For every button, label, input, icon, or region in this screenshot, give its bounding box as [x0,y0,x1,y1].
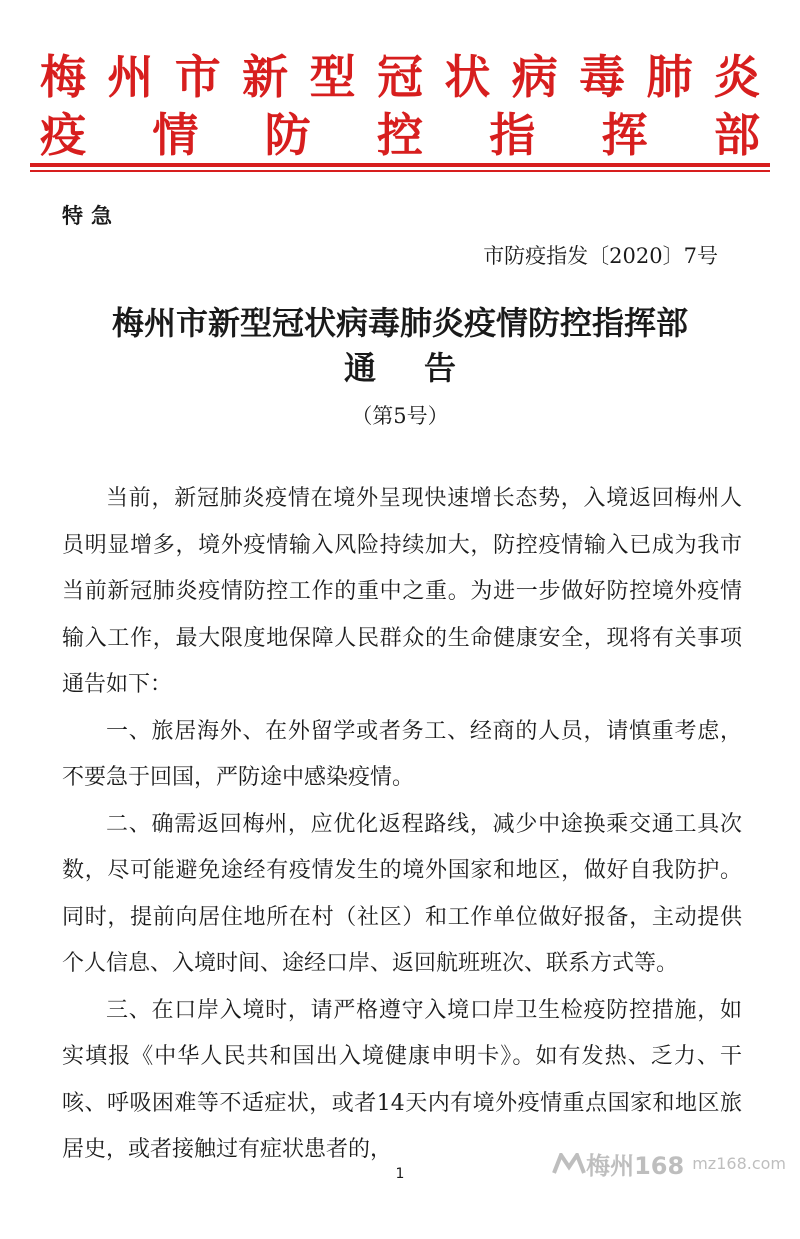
header-char: 控 [376,108,423,162]
paragraph-item-1: 一、旅居海外、在外留学或者务工、经商的人员，请慎重考虑，不要急于回国，严防途中感染疫情。 [62,718,742,790]
header-red-rule-thin [30,170,770,172]
header-title-line-1 [40,50,760,104]
header-char: 挥 [601,108,648,162]
page-number: 1 [395,1166,405,1182]
document-number: 市防疫指发〔2020〕7号 [483,244,718,268]
header-char: 梅 [40,50,86,104]
header-char: 毒 [579,50,626,104]
header-char: 病 [511,50,558,104]
document-title: 梅州市新型冠状病毒肺炎疫情防控指挥部 [111,304,688,342]
header-char: 情 [152,108,199,162]
header-char: 状 [444,50,491,104]
header-title-line-2 [40,108,760,162]
watermark-logo-icon [552,1153,586,1175]
header-char: 部 [713,108,760,162]
watermark-domain: mz168.com [692,1154,786,1173]
notice-body [62,476,742,1174]
header-char: 防 [264,108,311,162]
site-watermark [552,1146,786,1181]
header-char: 疫 [40,108,86,162]
header-char: 冠 [376,50,423,104]
header-char: 型 [309,50,356,104]
paragraph-intro: 当前，新冠肺炎疫情在境外呈现快速增长态势，入境返回梅州人员明显增多，境外疫情输入风险持续加大，防控疫情输入已成为我市当前新冠肺炎疫情防控工作的重中之重。为进一步做好防控境外疫情输入工作，最大限度地保障人民群众的生命健康安全，现将有关事项通告如下： [62,486,742,697]
issue-number: （第5号） [351,404,449,428]
header-char: 肺 [646,50,693,104]
header-char: 州 [107,50,154,104]
header-char: 炎 [713,50,760,104]
header-char: 市 [174,50,221,104]
header-char: 新 [242,50,289,104]
header-red-rule-thick [30,163,770,167]
watermark-brand: 梅州168 [586,1152,685,1180]
paragraph-item-2: 二、确需返回梅州，应优化返程路线，减少中途换乘交通工具次数，尽可能避免途经有疫情发生的境外国家和地区，做好自我防护。同时，提前向居住地所在村（社区）和工作单位做好报备，主动提供个人信息、入境时间、途经口岸、返回航班班次、联系方式等。 [62,811,742,976]
document-type-notice: 通告 [343,349,504,387]
urgency-label: 特急 [62,204,120,228]
paragraph-item-3: 三、在口岸入境时，请严格遵守入境口岸卫生检疫防控措施，如实填报《中华人民共和国出入境健康申明卡》。如有发热、乏力、干咳、呼吸困难等不适症状，或者14天内有境外疫情重点国家和地区旅居史，或者接触过有症状患者的， [62,997,742,1162]
header-char: 指 [489,108,536,162]
